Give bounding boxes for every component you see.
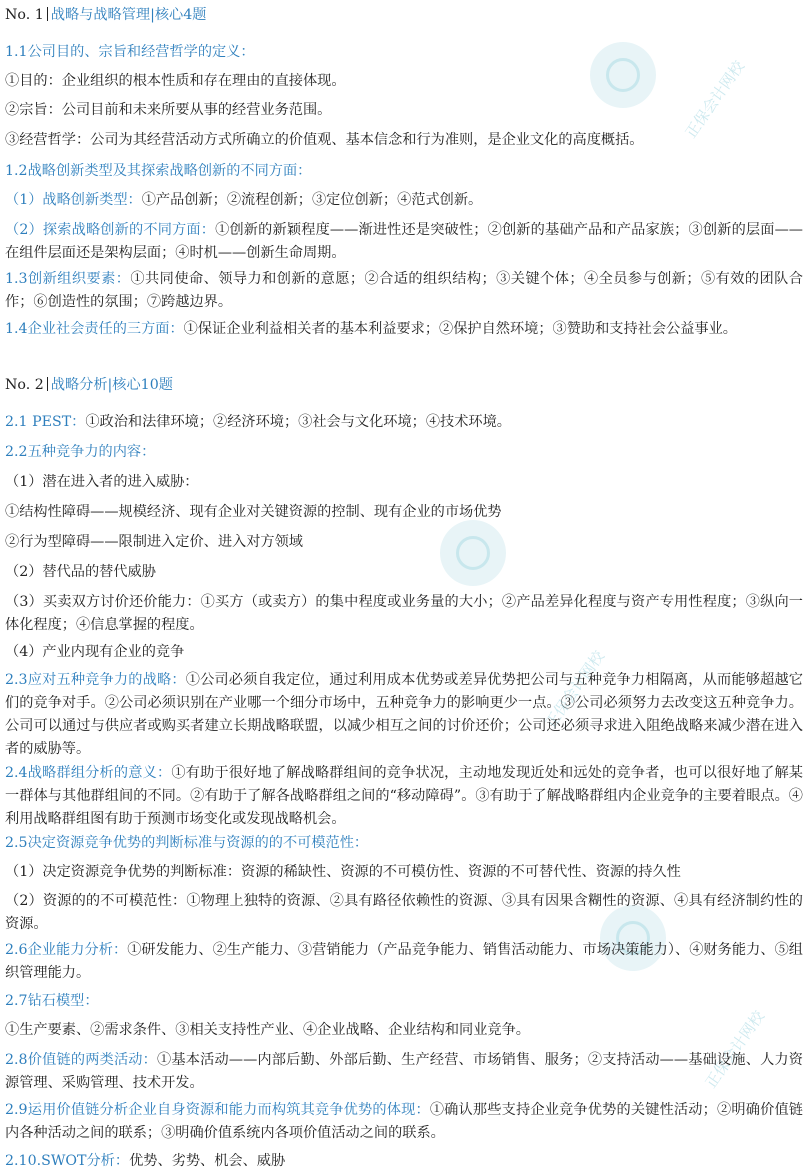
watermark-text: 正保会计网校 (681, 57, 749, 142)
item-2-7-heading: 2.7钻石模型： (5, 993, 99, 1009)
item-2-2-c: （3）买卖双方讨价还价能力：①买方（或卖方）的集中程度或业务量的大小；②产品差异化程度与资产专用性程度；③纵向一体化程度；④信息掌握的程度。 (5, 594, 803, 633)
item-1-2-a: （1）战略创新类型：①产品创新；②流程创新；③定位创新；④范式创新。 (5, 192, 483, 208)
item-2-5-b: （2）资源的的不可模范性：①物理上独特的资源、②具有路径依赖性的资源、③具有因果含糊性的资源、④具有经济制约性的资源。 (5, 893, 803, 932)
item-1-1-b: ②宗旨：公司目前和未来所要从事的经营业务范围。 (5, 102, 332, 118)
watermark-text: 正保会计网校 (541, 647, 609, 732)
section-heading-2: No. 2 战略分析|核心10题 (5, 377, 173, 393)
item-2-2-b: （2）替代品的替代威胁 (5, 564, 156, 580)
item-2-2-d: （4）产业内现有企业的竞争 (5, 644, 185, 660)
item-2-9: 2.9运用价值链分析企业自身资源和能力而构筑其竞争优势的体现：①确认那些支持企业竞争优势的关键性活动；②明确价值链内各种活动之间的联系；③明确价值系统内各项价值活动之间的联系。 (5, 1102, 803, 1141)
item-2-7-text: ①生产要素、②需求条件、③相关支持性产业、④企业战略、企业结构和同业竞争。 (5, 1022, 530, 1038)
item-2-2-a: （1）潜在进入者的进入威胁： (5, 474, 199, 490)
item-1-1-a: ①目的：企业组织的根本性质和存在理由的直接体现。 (5, 73, 346, 89)
section-heading-1: No. 1 战略与战略管理|核心4题 (5, 7, 207, 23)
item-2-1: 2.1 PEST：①政治和法律环境；②经济环境；③社会与文化环境；④技术环境。 (5, 414, 511, 430)
item-2-10: 2.10.SWOT分析：优势、劣势、机会、威胁 (5, 1153, 286, 1169)
item-2-2-heading: 2.2五种竞争力的内容： (5, 444, 156, 460)
watermark-text: 正保会计网校 (701, 1007, 769, 1092)
separator (47, 7, 48, 21)
item-2-4: 2.4战略群组分析的意义：①有助于很好地了解战略群组间的竞争状况，主动地发现近处和远处的竞争者，也可以很好地了解某一群体与其他群组间的不同。②有助于了解各战略群组之间的“移动障碍”。③有助于了解战略群组内企业竞争的主要着眼点。④利用战略群组图有助于预测市场变化或发现战略机会。 (5, 765, 803, 827)
item-1-4: 1.4企业社会责任的三方面：①保证企业利益相关者的基本利益要求；②保护自然环境；③赞助和支持社会公益事业。 (5, 321, 737, 337)
item-1-2-heading: 1.2战略创新类型及其探索战略创新的不同方面： (5, 163, 312, 179)
item-1-1-c: ③经营哲学：公司为其经营活动方式所确立的价值观、基本信念和行为准则，是企业文化的高度概括。 (5, 132, 644, 148)
item-2-2-a2: ②行为型障碍——限制进入定价、进入对方领域 (5, 534, 303, 550)
item-1-1-heading: 1.1公司目的、宗旨和经营哲学的定义： (5, 44, 255, 60)
item-2-2-a1: ①结构性障碍——规模经济、现有企业对关键资源的控制、现有企业的市场优势 (5, 504, 502, 520)
item-2-8: 2.8价值链的两类活动：①基本活动——内部后勤、外部后勤、生产经营、市场销售、服务；②支持活动——基础设施、人力资源管理、采购管理、技术开发。 (5, 1052, 803, 1091)
item-2-5-heading: 2.5决定资源竞争优势的判断标准与资源的的不可模范性： (5, 835, 369, 851)
item-2-6: 2.6企业能力分析：①研发能力、②生产能力、③营销能力（产品竞争能力、销售活动能力、市场决策能力）、④财务能力、⑤组织管理能力。 (5, 942, 803, 981)
item-1-3: 1.3创新组织要素：①共同使命、领导力和创新的意愿；②合适的组织结构；③关键个体；④全员参与创新；⑤有效的团队合作；⑥创造性的氛围；⑦跨越边界。 (5, 271, 803, 310)
item-2-3: 2.3应对五种竞争力的战略：①公司必须自我定位，通过利用成本优势或差异优势把公司与五种竞争力相隔离，从而能够超越它们的竞争对手。②公司必须识别在产业哪一个细分市场中，五种竞争力的影响更少一点。③公司必须努力去改变这五种竞争力。公司可以通过与供应者或购买者建立长期战略联盟，以减少相互之间的讨价还价；公司还必须寻求进入阻绝战略来减少潜在进入者的威胁等。 (5, 672, 803, 757)
item-1-2-b: （2）探索战略创新的不同方面：①创新的新颖程度——渐进性还是突破性；②创新的基础产品和产品家族；③创新的层面——在组件层面还是架构层面；④时机——创新生命周期。 (5, 222, 803, 261)
item-2-5-a: （1）决定资源竞争优势的判断标准：资源的稀缺性、资源的不可模仿性、资源的不可替代性、资源的持久性 (5, 864, 681, 880)
separator (47, 377, 48, 391)
